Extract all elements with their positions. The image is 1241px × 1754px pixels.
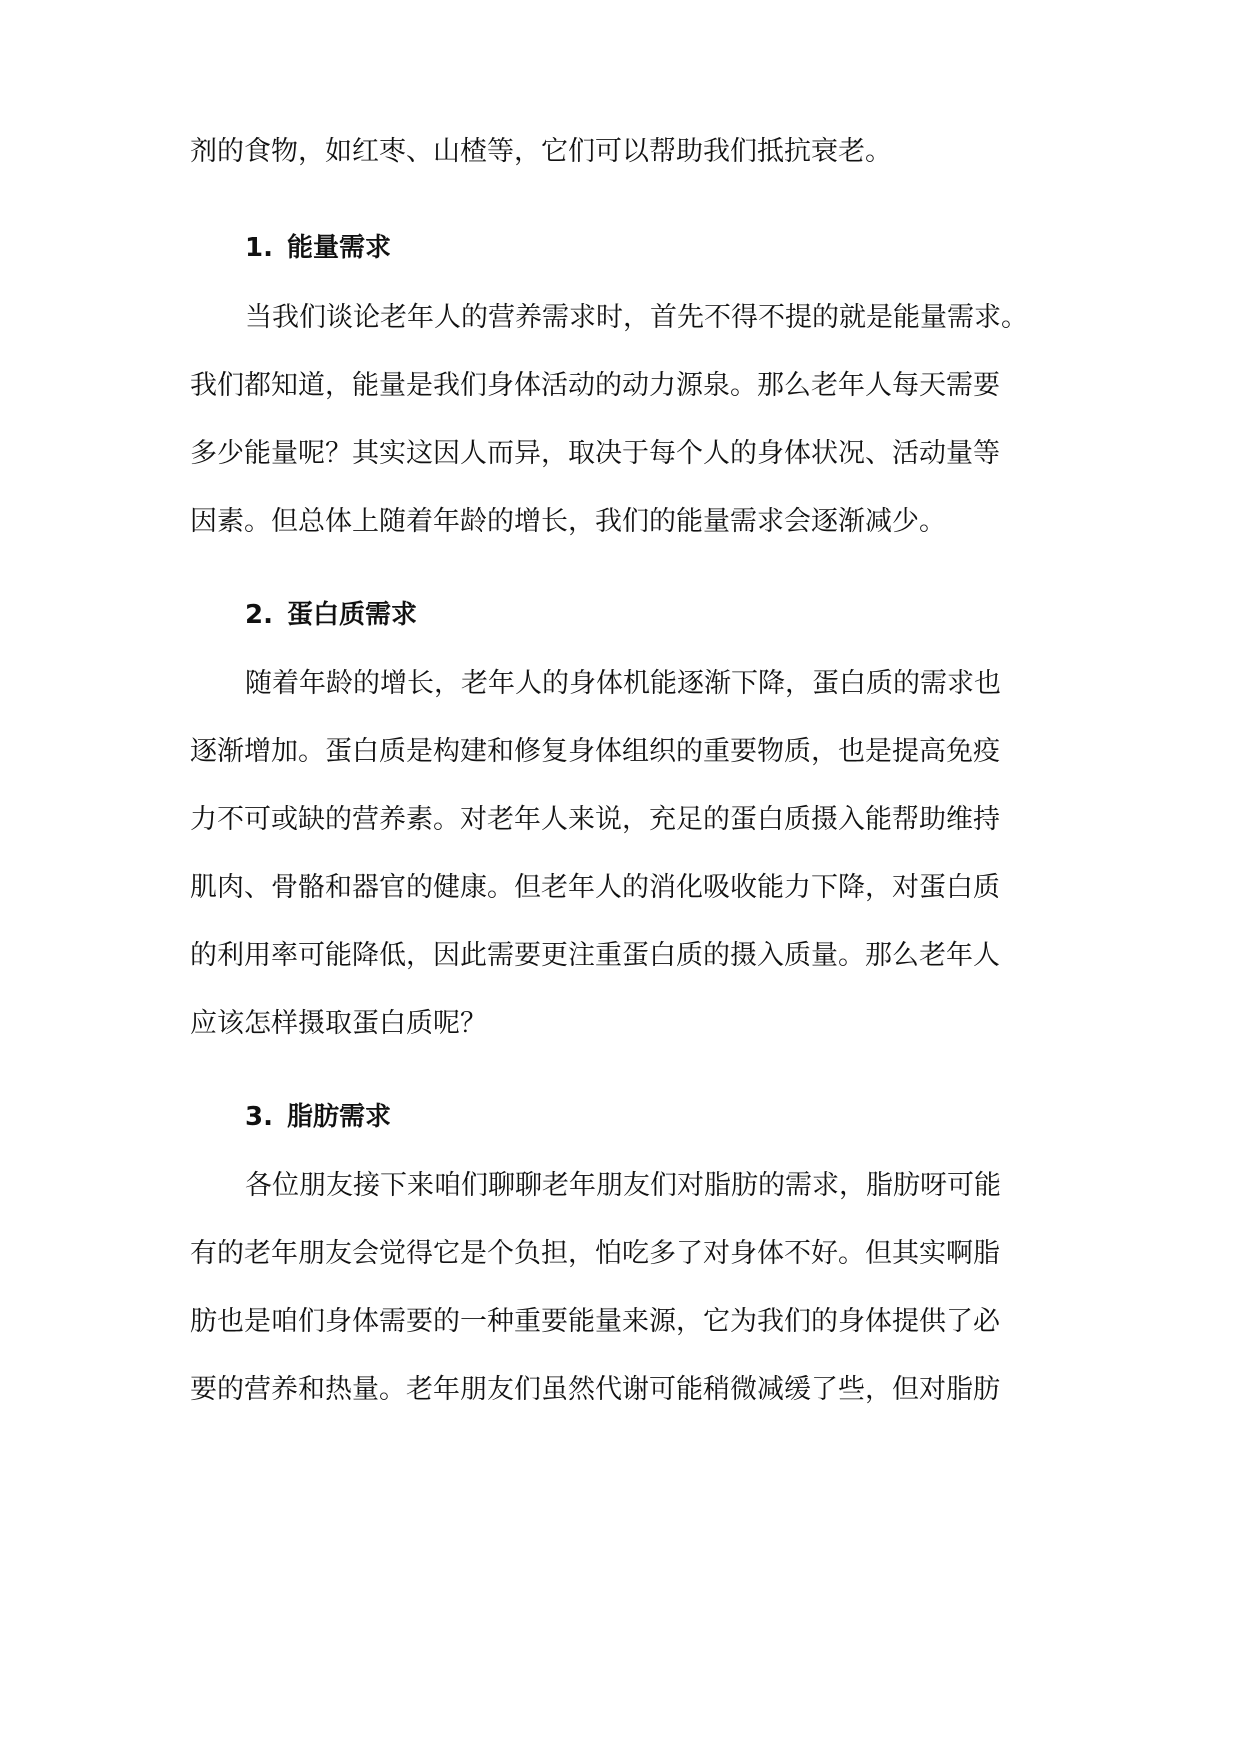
paragraph-line: 多少能量呢？其实这因人而异，取决于每个人的身体状况、活动量等 bbox=[190, 438, 1000, 469]
intro-paragraph-line: 剂的食物，如红枣、山楂等，它们可以帮助我们抵抗衰老。 bbox=[190, 136, 892, 167]
paragraph-line: 应该怎样摄取蛋白质呢？ bbox=[190, 1008, 487, 1039]
paragraph-line: 逐渐增加。蛋白质是构建和修复身体组织的重要物质，也是提高免疫 bbox=[190, 736, 1000, 767]
section-number: 1. bbox=[245, 233, 273, 263]
section-heading-energy bbox=[245, 230, 1125, 266]
paragraph-line: 肌肉、骨骼和器官的健康。但老年人的消化吸收能力下降，对蛋白质 bbox=[190, 872, 1000, 903]
paragraph-line: 有的老年朋友会觉得它是个负担，怕吃多了对身体不好。但其实啊脂 bbox=[190, 1238, 1000, 1269]
section-title: 能量需求 bbox=[287, 233, 392, 263]
paragraph-line: 肪也是咱们身体需要的一种重要能量来源，它为我们的身体提供了必 bbox=[190, 1306, 1000, 1337]
section-number: 2. bbox=[245, 600, 273, 630]
paragraph-line: 各位朋友接下来咱们聊聊老年朋友们对脂肪的需求，脂肪呀可能 bbox=[245, 1170, 1001, 1201]
section-title: 蛋白质需求 bbox=[287, 600, 418, 630]
section-heading-fat bbox=[245, 1099, 1125, 1135]
paragraph-line: 要的营养和热量。老年朋友们虽然代谢可能稍微减缓了些，但对脂肪 bbox=[190, 1374, 1000, 1405]
paragraph-line: 的利用率可能降低，因此需要更注重蛋白质的摄入质量。那么老年人 bbox=[190, 940, 1000, 971]
paragraph-line: 力不可或缺的营养素。对老年人来说，充足的蛋白质摄入能帮助维持 bbox=[190, 804, 1000, 835]
section-title: 脂肪需求 bbox=[287, 1102, 392, 1132]
section-heading-protein bbox=[245, 597, 1125, 633]
paragraph-line: 随着年龄的增长，老年人的身体机能逐渐下降，蛋白质的需求也 bbox=[245, 668, 1001, 699]
section-number: 3. bbox=[245, 1102, 273, 1132]
paragraph-line: 我们都知道，能量是我们身体活动的动力源泉。那么老年人每天需要 bbox=[190, 370, 1000, 401]
paragraph-line: 当我们谈论老年人的营养需求时，首先不得不提的就是能量需求。 bbox=[245, 302, 1028, 333]
paragraph-line: 因素。但总体上随着年龄的增长，我们的能量需求会逐渐减少。 bbox=[190, 506, 946, 537]
